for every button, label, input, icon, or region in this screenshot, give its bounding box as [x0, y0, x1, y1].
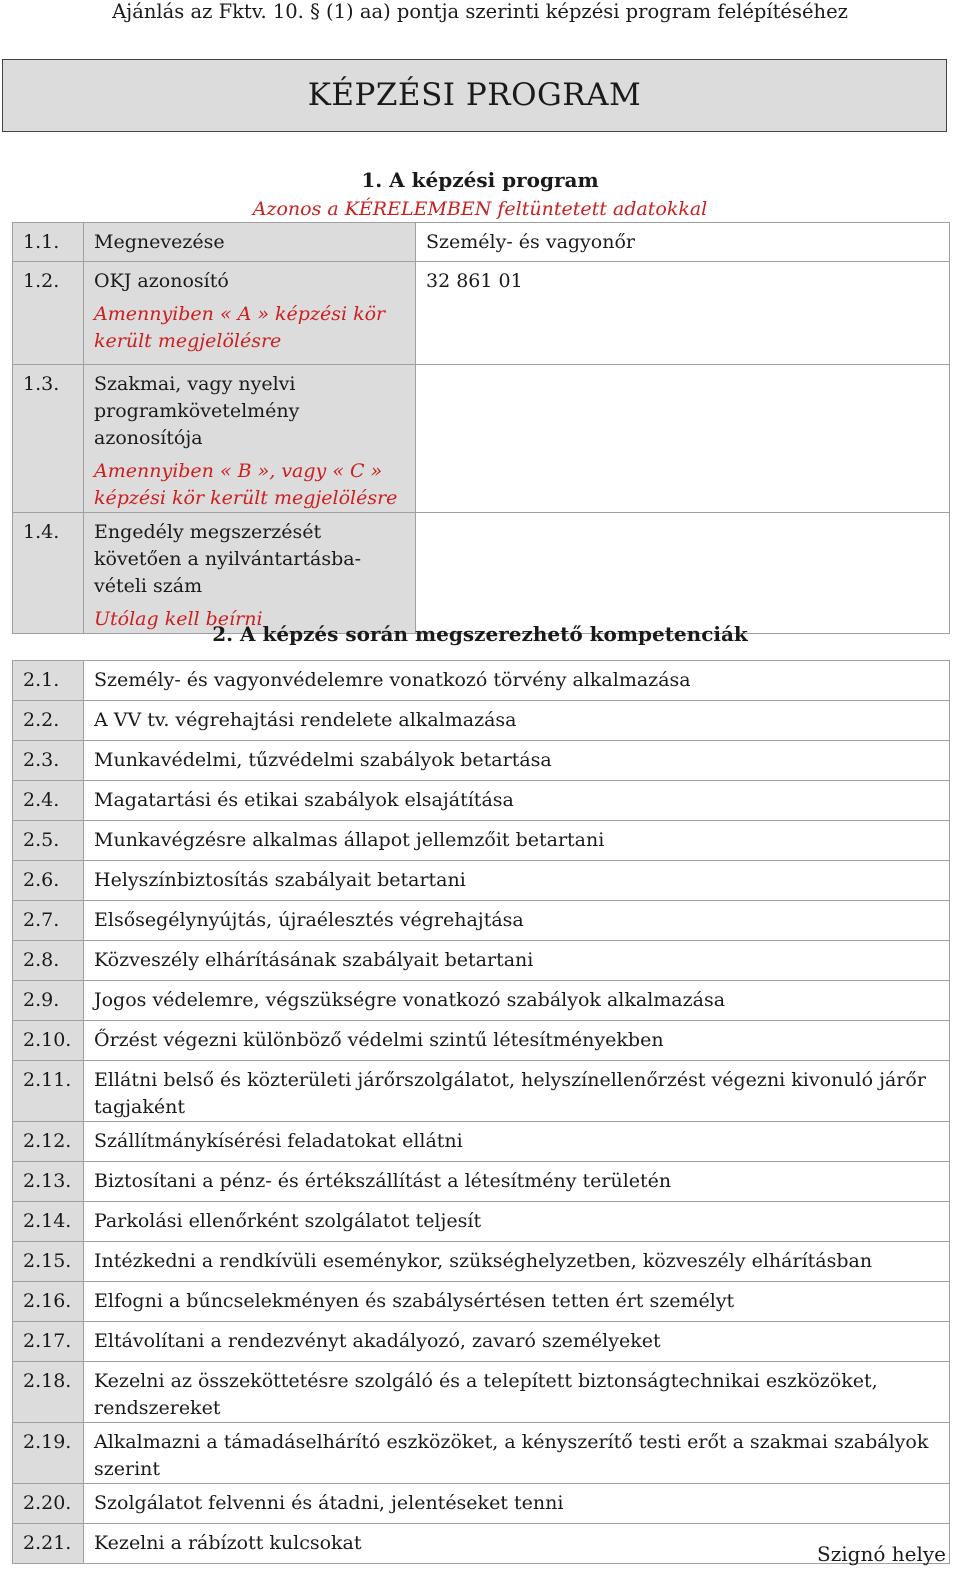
competency-text: Kezelni a rábízott kulcsokat: [84, 1524, 950, 1564]
table-row: [13, 741, 950, 781]
row-number: 2.14.: [13, 1202, 84, 1242]
competency-text: Intézkedni a rendkívüli eseménykor, szükséghelyzetben, közveszély elhárításban: [84, 1242, 950, 1282]
row-label-text: Engedély megszerzését követően a nyilvántartásba-vételi szám: [94, 521, 361, 597]
row-number: 2.1.: [13, 661, 84, 701]
competency-text: Alkalmazni a támadáselhárító eszközöket, a kényszerítő testi erőt a szakmai szabályok szerint: [84, 1423, 950, 1484]
competency-text: Jogos védelemre, végszükségre vonatkozó szabályok alkalmazása: [84, 981, 950, 1021]
row-label-text: OKJ azonosító: [94, 270, 229, 292]
table-row: [13, 1122, 950, 1162]
competency-text: Kezelni az összeköttetésre szolgáló és a telepített biztonságtechnikai eszközöket, rendszereket: [84, 1362, 950, 1423]
table-row: [13, 1322, 950, 1362]
row-value: [416, 365, 950, 513]
title-box: [2, 59, 947, 132]
row-number: 2.12.: [13, 1122, 84, 1162]
row-label: [84, 365, 416, 513]
row-number: 2.17.: [13, 1322, 84, 1362]
section1-heading: 1. A képzési program: [361, 168, 599, 192]
table-row: [13, 1202, 950, 1242]
row-number: 2.15.: [13, 1242, 84, 1282]
row-hint: Amennyiben « B », vagy « C » képzési kör került megjelölésre: [94, 460, 398, 509]
table-row: [13, 861, 950, 901]
row-label: [84, 262, 416, 365]
row-number: 2.6.: [13, 861, 84, 901]
row-number: 1.4.: [13, 513, 84, 634]
section2-heading: 2. A képzés során megszerezhető kompetenciák: [212, 622, 748, 646]
competency-text: Őrzést végezni különböző védelmi szintű létesítményekben: [84, 1021, 950, 1061]
table-row: [13, 1282, 950, 1322]
table-row: [13, 821, 950, 861]
row-number: 2.8.: [13, 941, 84, 981]
row-value: 32 861 01: [416, 262, 950, 365]
row-label-text: Megnevezése: [94, 231, 225, 253]
table-row: [13, 661, 950, 701]
table-row: [13, 262, 950, 365]
competency-text: Szállítmánykísérési feladatokat ellátni: [84, 1122, 950, 1162]
signature-label: Szignó helye: [817, 1542, 946, 1566]
row-label: [84, 513, 416, 634]
row-number: 2.10.: [13, 1021, 84, 1061]
table-row: [13, 1061, 950, 1122]
table-row: [13, 701, 950, 741]
competency-text: Munkavédelmi, tűzvédelmi szabályok betartása: [84, 741, 950, 781]
table-row: [13, 1162, 950, 1202]
competency-text: Parkolási ellenőrként szolgálatot teljesít: [84, 1202, 950, 1242]
header-note: Ajánlás az Fktv. 10. § (1) aa) pontja szerinti képzési program felépítéséhez: [112, 0, 848, 23]
row-number: 2.16.: [13, 1282, 84, 1322]
row-number: 2.20.: [13, 1484, 84, 1524]
competency-text: Elfogni a bűncselekményen és szabálysértésen tetten ért személyt: [84, 1282, 950, 1322]
row-number: 2.21.: [13, 1524, 84, 1564]
table-row: [13, 941, 950, 981]
row-label: [84, 223, 416, 262]
row-hint: Utólag kell beírni: [94, 608, 263, 630]
table-row: [13, 901, 950, 941]
row-hint: Amennyiben « A » képzési kör került megjelölésre: [94, 303, 386, 352]
table-row: [13, 1021, 950, 1061]
row-number: 2.13.: [13, 1162, 84, 1202]
row-number: 2.5.: [13, 821, 84, 861]
table-row: [13, 365, 950, 513]
competency-text: Személy- és vagyonvédelemre vonatkozó törvény alkalmazása: [84, 661, 950, 701]
row-number: 1.1.: [13, 223, 84, 262]
program-table: [12, 222, 950, 634]
row-number: 2.2.: [13, 701, 84, 741]
row-number: 2.9.: [13, 981, 84, 1021]
competency-text: A VV tv. végrehajtási rendelete alkalmazása: [84, 701, 950, 741]
competency-text: Munkavégzésre alkalmas állapot jellemzőit betartani: [84, 821, 950, 861]
table-row: [13, 1524, 950, 1564]
table-row: [13, 981, 950, 1021]
page-title: KÉPZÉSI PROGRAM: [307, 77, 642, 113]
competency-text: Magatartási és etikai szabályok elsajátítása: [84, 781, 950, 821]
section1-subtitle: Azonos a KÉRELEMBEN feltüntetett adatokkal: [252, 198, 708, 220]
table-row: [13, 781, 950, 821]
row-number: 2.4.: [13, 781, 84, 821]
table-row: [13, 1423, 950, 1484]
competency-text: Biztosítani a pénz- és értékszállítást a létesítmény területén: [84, 1162, 950, 1202]
competency-text: Elsősegélynyújtás, újraélesztés végrehajtása: [84, 901, 950, 941]
table-row: [13, 513, 950, 634]
row-value: [416, 513, 950, 634]
table-row: [13, 1242, 950, 1282]
competency-text: Szolgálatot felvenni és átadni, jelentéseket tenni: [84, 1484, 950, 1524]
table-row: [13, 223, 950, 262]
row-label-text: Szakmai, vagy nyelvi programkövetelmény azonosítója: [94, 373, 300, 449]
row-number: 1.2.: [13, 262, 84, 365]
row-number: 2.3.: [13, 741, 84, 781]
table-row: [13, 1362, 950, 1423]
competencies-table: [12, 660, 950, 1564]
table-row: [13, 1484, 950, 1524]
row-number: 2.7.: [13, 901, 84, 941]
row-value: Személy- és vagyonőr: [416, 223, 950, 262]
competency-text: Ellátni belső és közterületi járőrszolgálatot, helyszínellenőrzést végezni kivonuló járőr tagjaként: [84, 1061, 950, 1122]
competency-text: Közveszély elhárításának szabályait betartani: [84, 941, 950, 981]
row-number: 2.19.: [13, 1423, 84, 1484]
competency-text: Helyszínbiztosítás szabályait betartani: [84, 861, 950, 901]
row-number: 2.18.: [13, 1362, 84, 1423]
competency-text: Eltávolítani a rendezvényt akadályozó, zavaró személyeket: [84, 1322, 950, 1362]
row-number: 2.11.: [13, 1061, 84, 1122]
row-number: 1.3.: [13, 365, 84, 513]
